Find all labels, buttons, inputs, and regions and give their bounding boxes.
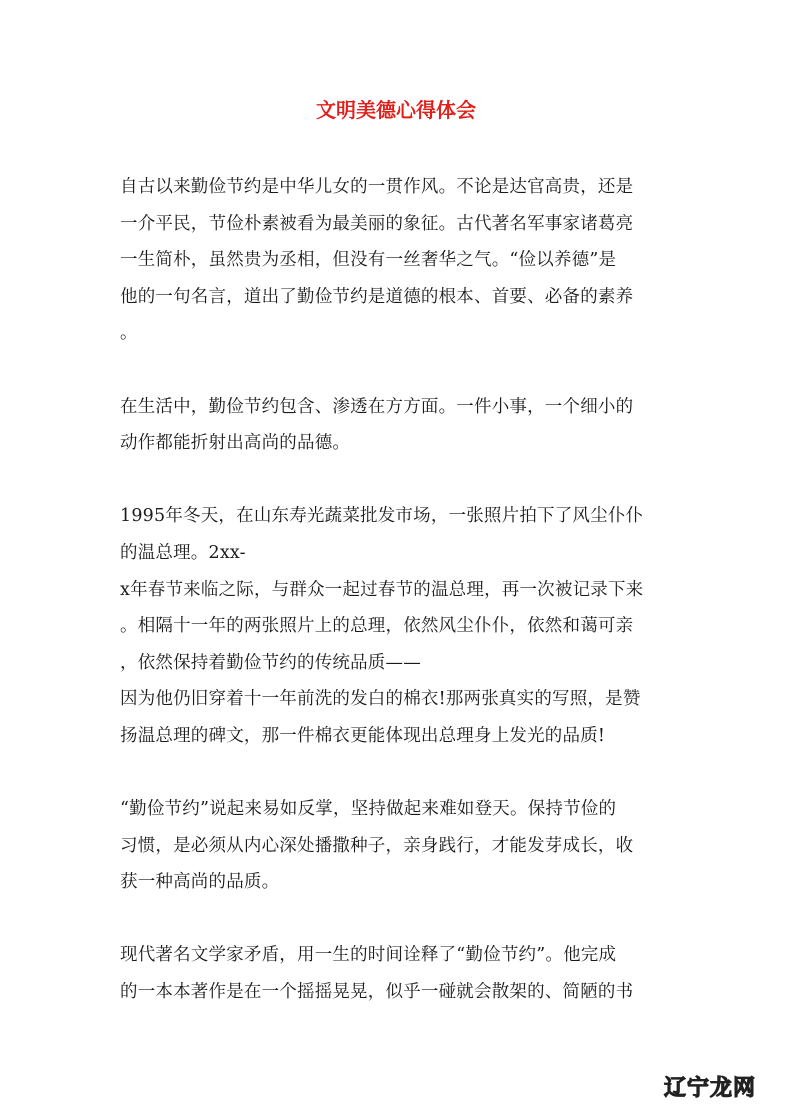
document-title: 文明美德心得体会	[316, 98, 476, 122]
document-body	[120, 169, 680, 1011]
text-line: 现代著名文学家矛盾，用一生的时间诠释了“勤俭节约”。他完成	[120, 945, 617, 966]
watermark-part2: 龙网	[709, 1076, 756, 1101]
watermark-part1: 辽宁	[663, 1076, 710, 1101]
paragraph-spacer	[120, 901, 680, 938]
text-line: ，依然保持着勤俭节约的传统品质——	[120, 652, 421, 673]
text-line: 的一本本著作是在一个摇摇晃晃，似乎一碰就会散架的、简陋的书	[120, 982, 634, 1003]
text-line: 获一种高尚的品质。	[120, 872, 280, 893]
paragraph	[120, 389, 680, 462]
text-line: x年春节来临之际，与群众一起过春节的温总理，再一次被记录下来	[120, 579, 644, 600]
paragraph-spacer	[120, 755, 680, 792]
text-line: 动作都能折射出高尚的品德。	[120, 433, 351, 454]
paragraph-spacer	[120, 462, 680, 499]
text-line: 。相隔十一年的两张照片上的总理，依然风尘仆仆，依然和蔼可亲	[120, 616, 634, 637]
text-line: 在生活中，勤俭节约包含、渗透在方方面。一件小事，一个细小的	[120, 396, 634, 417]
text-line: 自古以来勤俭节约是中华儿女的一贯作风。不论是达官高贵，还是	[120, 177, 634, 197]
text-line: 一介平民，节俭朴素被看为最美丽的象征。古代著名军事家诸葛亮	[120, 213, 634, 234]
text-line: 他的一句名言，道出了勤俭节约是道德的根本、首要、必备的素养	[120, 286, 634, 307]
paragraph	[120, 791, 680, 901]
text-line: 因为他仍旧穿着十一年前洗的发白的棉衣!那两张真实的写照，是赞	[120, 689, 641, 710]
text-line: 习惯，是必须从内心深处播撒种子，亲身践行，才能发芽成长，收	[120, 835, 634, 856]
paragraph	[120, 169, 680, 352]
paragraph	[120, 937, 680, 1010]
text-line: 一生简朴，虽然贵为丞相，但没有一丝奢华之气。“俭以养德”是	[120, 250, 617, 271]
paragraph	[120, 498, 680, 754]
text-line: 扬温总理的碑文，那一件棉衣更能体现出总理身上发光的品质!	[120, 725, 606, 746]
text-line: “勤俭节约”说起来易如反掌，坚持做起来难如登天。保持节俭的	[120, 799, 617, 820]
paragraph-spacer	[120, 352, 680, 389]
site-watermark-logo	[664, 1071, 756, 1102]
text-line: 1995年冬天，在山东寿光蔬菜批发市场，一张照片拍下了风尘仆仆	[120, 506, 644, 527]
text-line: 。	[120, 323, 138, 344]
text-line: 的温总理。2xx-	[120, 542, 246, 563]
